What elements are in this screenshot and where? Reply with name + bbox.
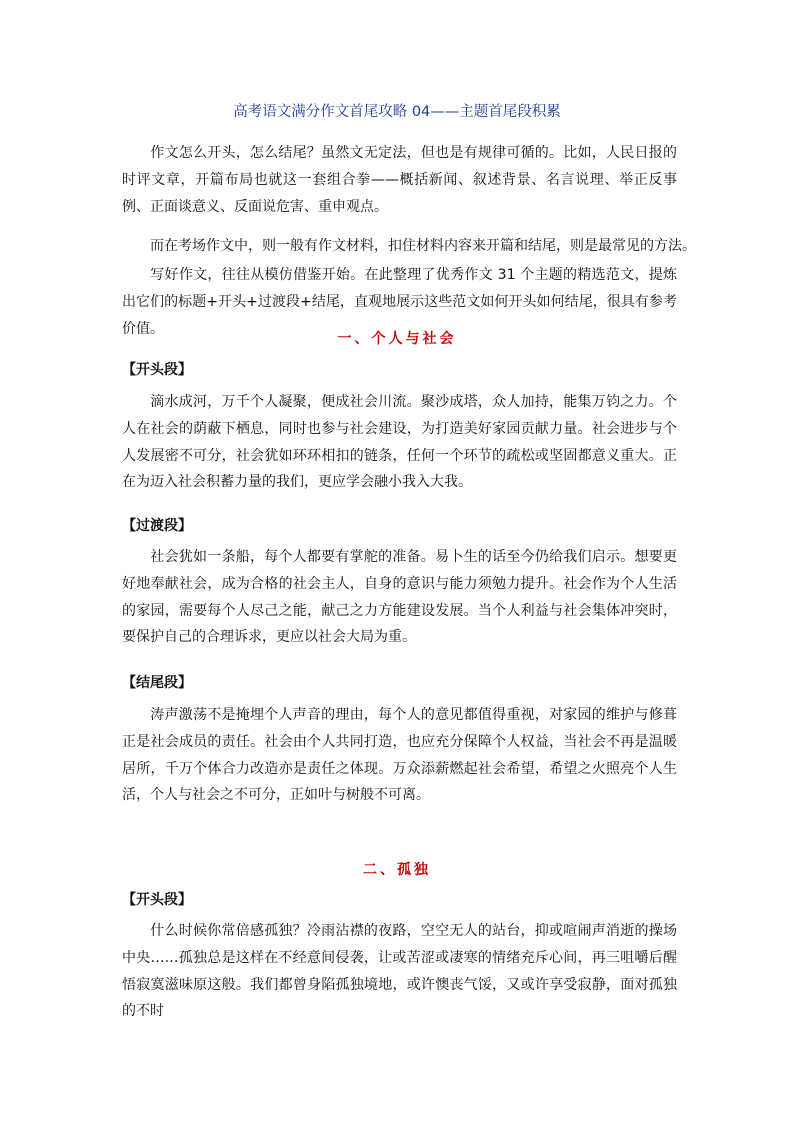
ending-label-1: 【结尾段】	[122, 675, 192, 691]
intro-paragraph-2	[122, 233, 696, 260]
transition-label-1: 【过渡段】	[122, 518, 192, 534]
transition-text-1: 社会犹如一条船，每个人都要有掌舵的准备。易卜生的话至今仍给我们启示。想要更好地奉献社会，成为合格的社会主人，自身的意识与能力须勉力提升。社会作为个人生活的家园，需要每个人尽己之能，献己之力方能建设发展。当个人利益与社会集体冲突时，要保护自己的合理诉求，更应以社会大局为重。	[122, 549, 677, 646]
section-heading-2: 二、孤独	[363, 862, 431, 878]
opening-text-2: 什么时候你常倍感孤独？冷雨沾襟的夜路，空空无人的站台，抑或喧闹声消逝的操场中央……孤独总是这样在不经意间侵袭，让或苦涩或凄寒的情绪充斥心间，再三咀嚼后醒悟寂寞滋味原这般。我们都曾身陷孤独境地，或许懊丧气馁，又或许享受寂静，面对孤独的不时	[122, 923, 677, 1020]
opening-label-1: 【开头段】	[122, 362, 192, 378]
transition-paragraph-1	[122, 544, 677, 651]
intro-text-3: 写好作文，往往从模仿借鉴开始。在此整理了优秀作文 31 个主题的精选范文，提炼出它们的标题+开头+过渡段+结尾，直观地展示这些范文如何开头如何结尾，很具有参考价值。	[122, 267, 677, 337]
ending-text-1: 涛声激荡不是掩埋个人声音的理由，每个人的意见都值得重视，对家园的维护与修葺正是社会成员的责任。社会由个人共同打造，也应充分保障个人权益，当社会不再是温暖居所，千万个体合力改造亦是责任之体现。万众添薪燃起社会希望，希望之火照亮个人生活，个人与社会之不可分，正如叶与树般不可离。	[122, 707, 677, 804]
intro-text-1: 作文怎么开头，怎么结尾？虽然文无定法，但也是有规律可循的。比如，人民日报的时评文章，开篇布局也就这一套组合拳——概括新闻、叙述背景、名言说理、举正反事例、正面谈意义、反面说危害、重申观点。	[122, 145, 677, 215]
intro-paragraph-1	[122, 140, 677, 220]
opening-paragraph-2	[122, 918, 677, 1025]
ending-paragraph-1	[122, 702, 677, 809]
document-title: 高考语文满分作文首尾攻略 04——主题首尾段积累	[233, 104, 561, 120]
opening-paragraph-1	[122, 389, 677, 496]
intro-text-2: 而在考场作文中，则一般有作文材料，扣住材料内容来开篇和结尾，则是最常见的方法。	[150, 238, 696, 254]
opening-text-1: 滴水成河，万千个人凝聚，便成社会川流。聚沙成塔，众人加持，能集万钧之力。个人在社会的荫蔽下栖息，同时也参与社会建设，为打造美好家园贡献力量。社会进步与个人发展密不可分，社会犹如环环相扣的链条，任何一个环节的疏松或坚固都意义重大。正在为迈入社会积蓄力量的我们，更应学会融小我入大我。	[122, 394, 677, 491]
section-heading-1: 一、个人与社会	[337, 331, 457, 347]
opening-label-2: 【开头段】	[122, 892, 192, 908]
